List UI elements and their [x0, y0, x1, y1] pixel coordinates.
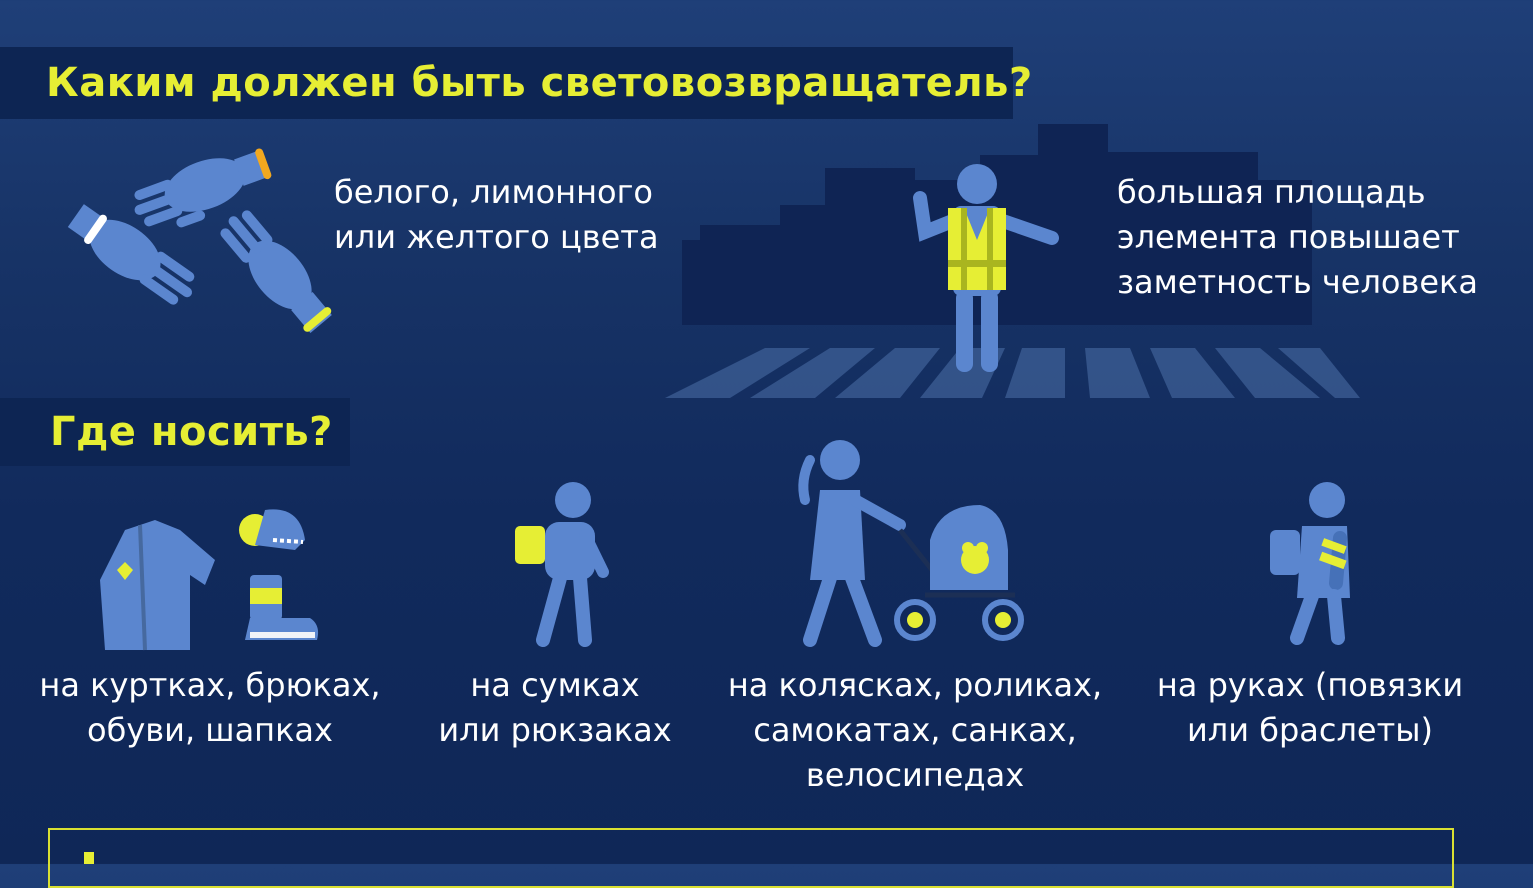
color-requirement-line2: или желтого цвета [334, 218, 659, 256]
stroller-icon [790, 430, 1040, 650]
section2-title: Где носить? [50, 409, 333, 455]
caption-armband-line2: или браслеты) [1187, 711, 1433, 749]
caption-stroller-line1: на колясках, роликах, [727, 666, 1103, 704]
caption-clothes-line2: обуви, шапках [87, 711, 333, 749]
color-requirement-line1: белого, лимонного [334, 173, 653, 211]
caption-stroller-line3: велосипедах [805, 756, 1025, 794]
child-backpack-icon [505, 480, 615, 650]
area-requirement-line2: элемента повышает [1117, 218, 1460, 256]
caption-stroller-line2: самокатах, санках, [753, 711, 1077, 749]
hands-bracelets-icon [55, 140, 355, 350]
caption-bags-line2: или рюкзаках [438, 711, 672, 749]
caption-armband-line1: на руках (повязки [1156, 666, 1464, 704]
area-requirement-line1: большая площадь [1117, 173, 1426, 211]
exclamation-icon [84, 852, 94, 864]
area-requirement-line3: заметность человека [1117, 263, 1478, 301]
notice-box [48, 828, 1454, 888]
clothes-icon [85, 500, 335, 660]
caption-clothes-line1: на куртках, брюках, [39, 666, 381, 704]
caption-bags-line1: на сумках [470, 666, 640, 704]
child-armband-icon [1262, 478, 1372, 648]
section1-title: Каким должен быть световозвращатель? [46, 60, 1033, 106]
